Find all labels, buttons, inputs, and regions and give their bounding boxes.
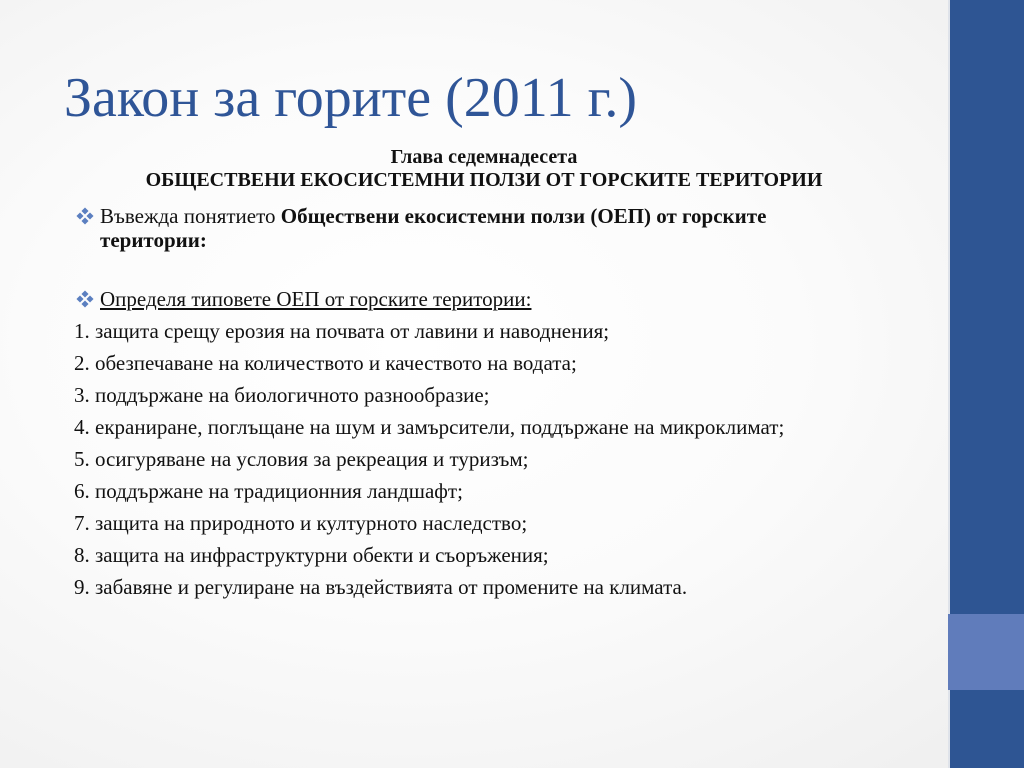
bullet2-text: Определя типовете ОЕП от горските територии: <box>100 287 532 311</box>
list-item: 3. поддържане на биологичното разнообразие; <box>74 383 490 407</box>
slide-title: Закон за горите (2011 г.) <box>64 67 637 129</box>
list-item: 5. осигуряване на условия за рекреация и туризъм; <box>74 447 529 471</box>
chapter-heading: Глава седемнадесета <box>390 146 578 168</box>
chapter-header <box>94 146 874 192</box>
slide-content <box>74 146 874 607</box>
chapter-subheading: ОБЩЕСТВЕНИ ЕКОСИСТЕМНИ ПОЛЗИ ОТ ГОРСКИТЕ ТЕРИТОРИИ <box>145 169 823 191</box>
bullet1-bold-term: Обществени екосистемни ползи (ОЕП) от горските територии: <box>100 204 767 252</box>
list-item: 7. защита на природното и културното наследство; <box>74 511 528 535</box>
list-item: 8. защита на инфраструктурни обекти и съоръжения; <box>74 543 549 567</box>
list-item: 6. поддържане на традиционния ландшафт; <box>74 479 463 503</box>
sidebar-accent-block <box>948 614 1024 690</box>
bullet-defines-types <box>74 287 874 311</box>
bullet-introduces-concept <box>74 204 874 252</box>
diamond-bullet-icon <box>76 207 94 225</box>
list-item: 2. обезпечаване на количеството и качеството на водата; <box>74 351 577 375</box>
list-item: 4. екраниране, поглъщане на шум и замърсители, поддържане на микроклимат; <box>74 415 785 439</box>
bullet1-prefix: Въвежда понятието <box>100 204 281 228</box>
oep-types-list <box>74 319 874 599</box>
diamond-bullet-icon <box>76 290 94 308</box>
list-item: 1. защита срещу ерозия на почвата от лавини и наводнения; <box>74 319 610 343</box>
slide-sidebar <box>948 0 1024 768</box>
list-item: 9. забавяне и регулиране на въздействията от промените на климата. <box>74 575 688 599</box>
